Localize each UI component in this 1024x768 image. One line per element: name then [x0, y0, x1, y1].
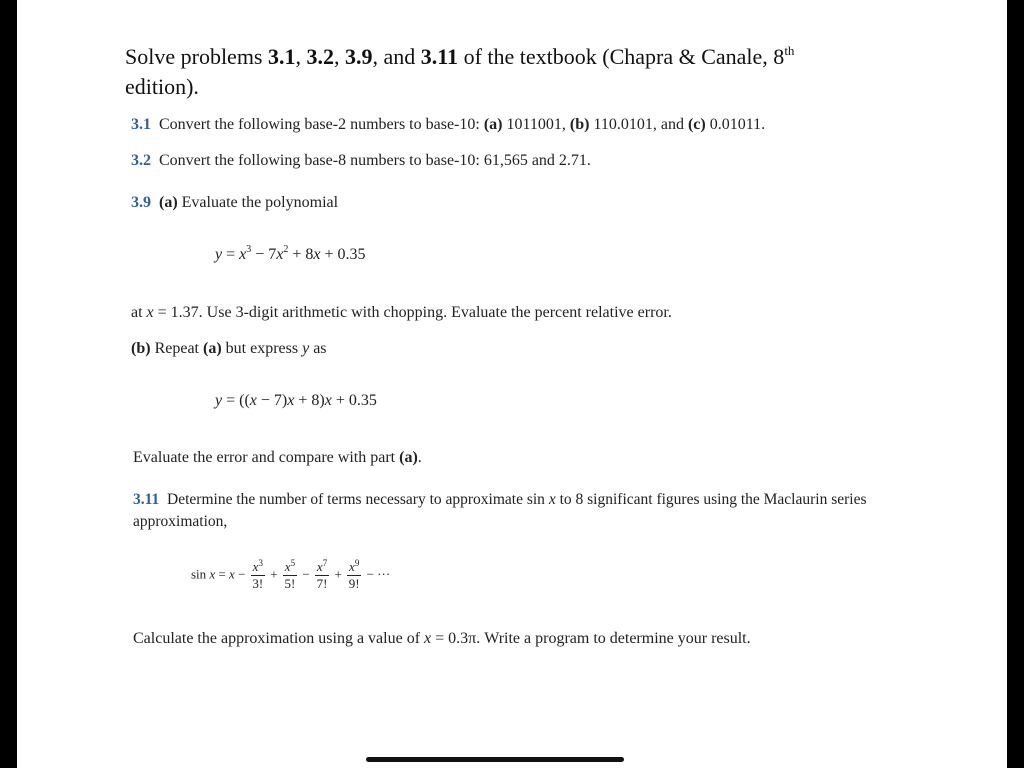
equation-nested: y = ((x − 7)x + 8)x + 0.35 [215, 392, 377, 409]
fraction-term: $\frac{x^7}{7!}$ [316, 558, 328, 591]
problem-3-1: 3.1 Convert the following base-2 numbers to base-10: (a) 1011001, (b) 110.0101, and (c) 0.01011. [131, 116, 766, 133]
equation-polynomial: $y = x^3 - 7x^2 + 8x + 0.35$ [215, 244, 366, 263]
problem-number: 3.2 [131, 152, 151, 169]
problem-3-11-calculate: Calculate the approximation using a value of x = 0.3π. Write a program to determine your result. [133, 630, 751, 647]
fraction-term: $\frac{x^9}{9!}$ [348, 558, 360, 591]
fraction-term: $\frac{x^5}{5!}$ [284, 558, 296, 591]
problem-number: 3.11 [133, 491, 160, 508]
problem-number: 3.1 [131, 116, 151, 133]
home-indicator-bar[interactable] [366, 757, 624, 762]
document-page [17, 0, 1007, 768]
fraction-term: $\frac{x^3}{3!}$ [252, 558, 264, 591]
problem-3-9-evaluate: Evaluate the error and compare with part (a). [133, 449, 422, 466]
intro-line-2: edition). [125, 74, 199, 99]
intro-line-1: Solve problems 3.1, 3.2, 3.9, and 3.11 of the textbook (Chapra & Canale, 8th [125, 43, 795, 69]
problem-3-2: 3.2 Convert the following base-8 numbers to base-10: 61,565 and 2.71. [131, 152, 591, 169]
equation-maclaurin-series: sin x = x − $\frac{x^3}{3!}$ + $\frac{x^5}{5!}$ − $\frac{x^7}{7!}$ + $\frac{x^9}{9!}$ − ··· [191, 558, 391, 591]
problem-number: 3.9 [131, 194, 151, 211]
problem-3-9-a: 3.9 (a) Evaluate the polynomial [131, 194, 339, 211]
problem-3-11: 3.11 Determine the number of terms necessary to approximate sin x to 8 significant figures using the Maclaurin series [133, 491, 867, 508]
problem-3-11-line-2: approximation, [133, 513, 228, 530]
problem-3-9-instructions: at x = 1.37. Use 3-digit arithmetic with chopping. Evaluate the percent relative error. [131, 304, 672, 321]
problem-3-9-b: (b) Repeat (a) but express y as [131, 340, 327, 357]
